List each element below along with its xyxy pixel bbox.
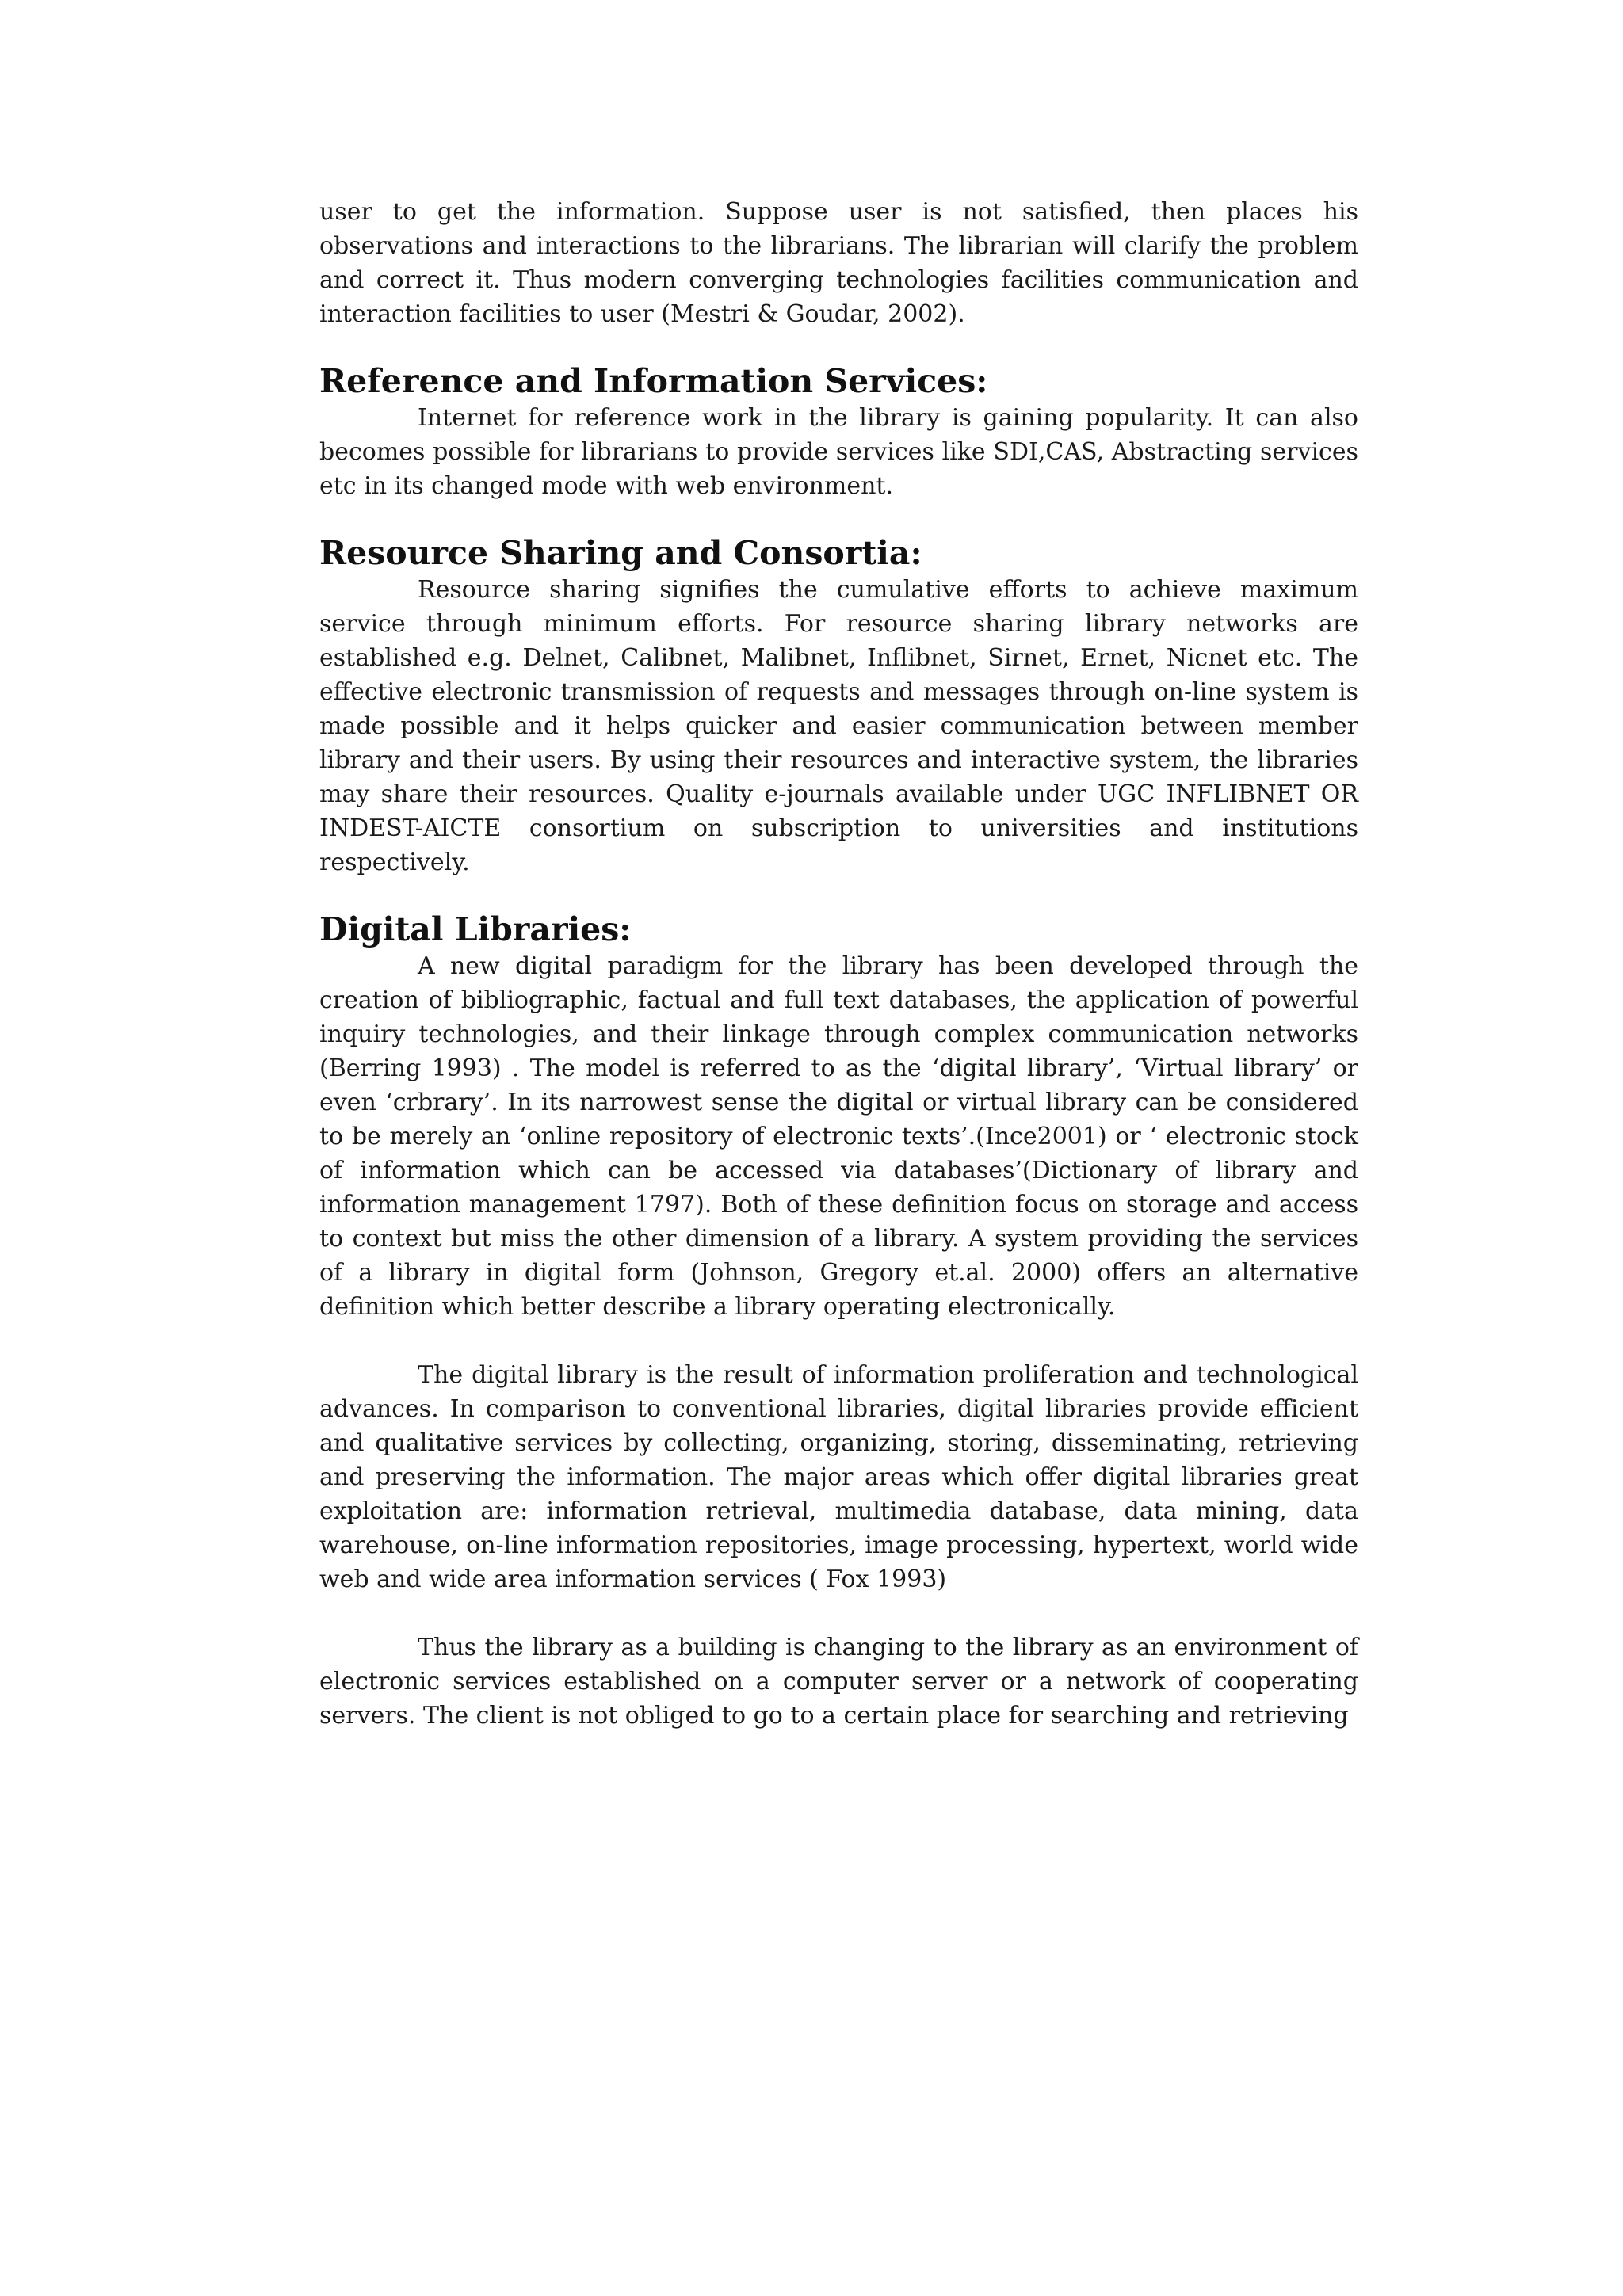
- document-body: [319, 195, 1358, 1733]
- reference-paragraph: Internet for reference work in the library is gaining popularity. It can also becomes possible for librarians to provide services like SDI,CAS, Abstracting services etc in its changed mode with web environment.: [319, 404, 1358, 500]
- intro-paragraph: user to get the information. Suppose user is not satisfied, then places his observations and interactions to the librarians. The librarian will clarify the problem and correct it. Thus modern converging technologies facilities communication and interaction facilities to user (Mestri & Goudar, 2002).: [319, 198, 1358, 328]
- digital-libraries-paragraph-1: A new digital paradigm for the library has been developed through the creation of bibliographic, factual and full text databases, the application of powerful inquiry technologies, and their linkage through complex communication networks (Berring 1993) . The model is referred to as the ‘digital library’, ‘Virtual library’ or even ‘crbrary’. In its narrowest sense the digital or virtual library can be considered to be merely an ‘online repository of electronic texts’.(Ince2001) or ‘ electronic stock of information which can be accessed via databases’(Dictionary of library and information management 1797). Both of these definition focus on storage and access to context but miss the other dimension of a library. A system providing the services of a library in digital form (Johnson, Gregory et.al. 2000) offers an alternative definition which better describe a library operating electronically.: [319, 952, 1358, 1321]
- resource-sharing-paragraph: Resource sharing signifies the cumulative efforts to achieve maximum service through minimum efforts. For resource sharing library networks are established e.g. Delnet, Calibnet, Malibnet, Inflibnet, Sirnet, Ernet, Nicnet etc. The effective electronic transmission of requests and messages through on-line system is made possible and it helps quicker and easier communication between member library and their users. By using their resources and interactive system, the libraries may share their resources. Quality e-journals available under UGC INFLIBNET OR INDEST-AICTE consortium on subscription to universities and institutions respectively.: [319, 576, 1358, 876]
- section-heading-resource-sharing: Resource Sharing and Consortia:: [319, 534, 922, 572]
- digital-libraries-paragraph-2: The digital library is the result of information proliferation and technological advances. In comparison to conventional libraries, digital libraries provide efficient and qualitative services by collecting, organizing, storing, disseminating, retrieving and preserving the information. The major areas which offer digital libraries great exploitation are: information retrieval, multimedia database, data mining, data warehouse, on-line information repositories, image processing, hypertext, world wide web and wide area information services ( Fox 1993): [319, 1361, 1358, 1593]
- section-heading-digital-libraries: Digital Libraries:: [319, 910, 632, 948]
- digital-libraries-paragraph-3: Thus the library as a building is changing to the library as an environment of electronic services established on a computer server or a network of cooperating servers. The client is not obliged to go to a certain place for searching and retrieving: [319, 1634, 1358, 1730]
- section-heading-reference: Reference and Information Services:: [319, 362, 988, 400]
